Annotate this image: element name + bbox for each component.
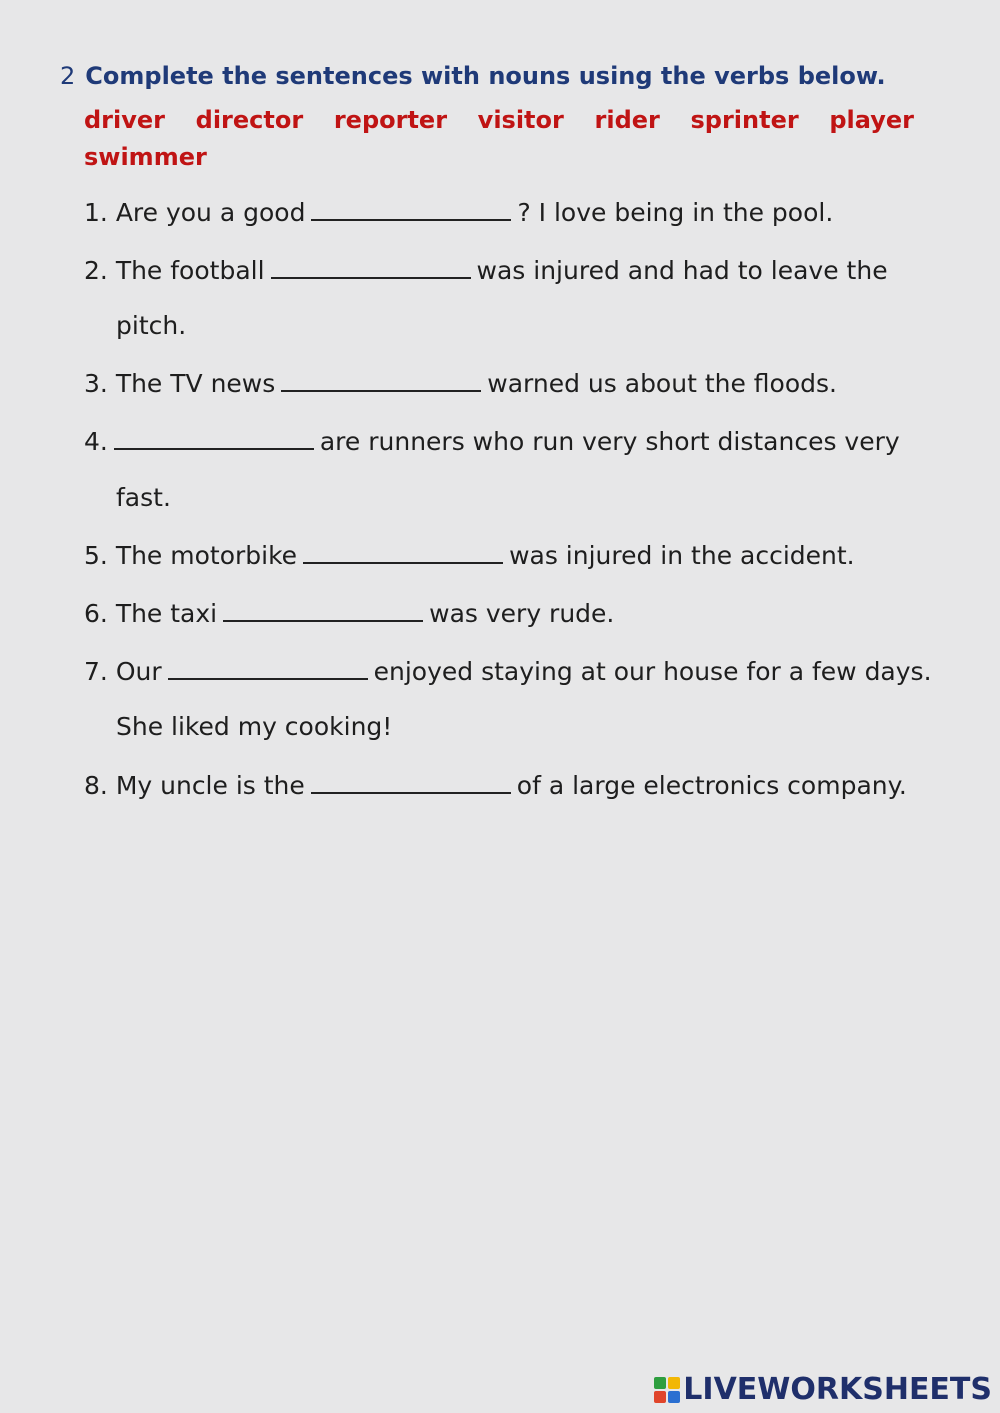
logo-text: LIVEWORKSHEETS <box>683 1372 992 1407</box>
item-number: 2. <box>84 256 108 285</box>
sentence-item <box>84 770 907 800</box>
sentence-item <box>84 426 900 456</box>
answer-blank[interactable] <box>223 598 423 622</box>
answer-blank[interactable] <box>281 368 481 392</box>
item-text-after: enjoyed staying at our house for a few days. <box>373 657 932 686</box>
sentence-item <box>84 598 614 628</box>
logo-square <box>668 1377 680 1389</box>
word-bank-item: player <box>829 106 914 134</box>
item-text-after: was injured and had to leave the <box>476 256 888 285</box>
item-number: 1. <box>84 198 108 227</box>
sentence-item <box>84 540 855 570</box>
sentence-item <box>84 255 888 285</box>
answer-blank[interactable] <box>311 197 511 221</box>
sentence-item <box>84 656 932 686</box>
word-bank-item: visitor <box>477 106 564 134</box>
answer-blank[interactable] <box>114 426 314 450</box>
answer-blank[interactable] <box>303 540 503 564</box>
word-bank-item: sprinter <box>690 106 799 134</box>
item-number: 8. <box>84 771 108 800</box>
item-number: 3. <box>84 369 108 398</box>
item-text-before: My uncle is the <box>115 771 305 800</box>
exercise-instruction: Complete the sentences with nouns using the verbs below. <box>85 62 886 90</box>
item-continuation: fast. <box>116 483 171 512</box>
item-text-before: The taxi <box>115 599 218 628</box>
word-bank-item: reporter <box>333 106 448 134</box>
word-bank <box>84 106 914 134</box>
word-bank-item: swimmer <box>84 143 207 171</box>
item-text-before: Are you a good <box>115 198 306 227</box>
logo-mark-icon <box>654 1377 680 1403</box>
exercise-number: 2 <box>60 62 76 90</box>
item-number: 6. <box>84 599 108 628</box>
item-text-after: warned us about the floods. <box>487 369 837 398</box>
liveworksheets-logo <box>654 1372 992 1407</box>
item-text-after: was very rude. <box>429 599 615 628</box>
item-number: 5. <box>84 541 108 570</box>
item-text-after: of a large electronics company. <box>516 771 907 800</box>
word-bank-item: director <box>195 106 304 134</box>
logo-square <box>654 1391 666 1403</box>
answer-blank[interactable] <box>311 770 511 794</box>
item-text-after: ? I love being in the pool. <box>517 198 834 227</box>
item-continuation: pitch. <box>116 311 187 340</box>
sentence-item <box>84 197 833 227</box>
exercise-heading <box>60 62 886 90</box>
answer-blank[interactable] <box>271 255 471 279</box>
item-text-after: are runners who run very short distances very <box>319 427 900 456</box>
logo-square <box>654 1377 666 1389</box>
item-text-before: The football <box>115 256 265 285</box>
answer-blank[interactable] <box>168 656 368 680</box>
item-continuation: She liked my cooking! <box>116 712 393 741</box>
word-bank-item: rider <box>594 106 660 134</box>
item-text-before: Our <box>115 657 162 686</box>
logo-square <box>668 1391 680 1403</box>
item-text-before: The motorbike <box>115 541 298 570</box>
item-number: 7. <box>84 657 108 686</box>
item-text-after: was injured in the accident. <box>509 541 855 570</box>
sentence-item <box>84 368 837 398</box>
item-text-before: The TV news <box>115 369 276 398</box>
item-number: 4. <box>84 427 108 456</box>
word-bank-item: driver <box>84 106 165 134</box>
